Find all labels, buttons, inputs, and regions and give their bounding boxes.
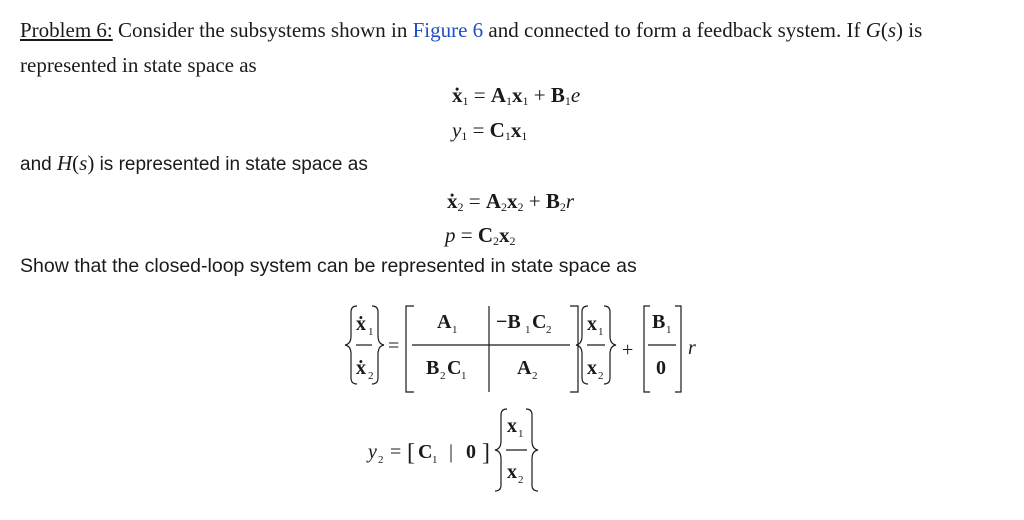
vec-x2-sub: 2 [598, 370, 604, 382]
eq-h-output: $p = C_2x_2$ [445, 223, 516, 248]
g-symbol: G [865, 18, 881, 42]
a12-c-sub: 2 [546, 324, 552, 336]
eq-g-state: ẋ$_1$ = $A_1x_1 + B_1e$ [452, 83, 581, 108]
a21-b-sub: 2 [440, 370, 446, 382]
lhs-x2dot: ẋ [356, 357, 366, 379]
a21-b: B [426, 357, 440, 379]
problem-statement-line-2: represented in state space as [20, 53, 257, 77]
a21-c-sub: 1 [461, 370, 467, 382]
out-brace-right [526, 409, 538, 491]
vec-brace-right [604, 306, 616, 384]
out-vec-x2-sub: 2 [518, 474, 524, 486]
out-zero: 0 [466, 441, 476, 463]
a12-b-sub: 1 [525, 324, 531, 336]
lhs-x1dot-sub: 1 [368, 326, 374, 338]
matrix-bracket-left [406, 306, 414, 392]
intro-text-a: Consider the subsystems shown in [118, 18, 408, 42]
b-top: B [652, 311, 666, 333]
b-top-sub: 1 [666, 324, 672, 336]
is-text: is [908, 18, 923, 42]
plus-sign: + [622, 339, 634, 361]
figure-link[interactable]: Figure 6 [412, 18, 484, 42]
a12-b: −B [496, 311, 521, 333]
problem-statement-line-4: Show that the closed-loop system can be represented in state space as [20, 255, 637, 277]
vec-x2: x [587, 357, 597, 379]
out-y: y [368, 441, 377, 463]
lhs-brace-right [372, 306, 384, 384]
a21-c: C [447, 357, 462, 379]
b-bracket-right [675, 306, 681, 392]
lhs-x2dot-sub: 2 [368, 370, 374, 382]
out-brace-left [495, 409, 507, 491]
paren-close: ) [896, 18, 904, 42]
a11-sub: 1 [452, 324, 458, 336]
vec-x1-sub: 1 [598, 326, 604, 338]
out-y-sub: 2 [378, 454, 384, 466]
intro-text-b: and connected to form a feedback system. If [488, 18, 861, 42]
out-vec-x2: x [507, 461, 517, 483]
out-c1-sub: 1 [432, 454, 438, 466]
problem-statement-line-3: and H(s) is represented in state space as [20, 151, 368, 175]
a12-c: C [532, 311, 547, 333]
a22-sub: 2 [532, 370, 538, 382]
paren-open: ( [880, 18, 888, 42]
a22: A [517, 357, 532, 379]
matrix-bracket-right [570, 306, 578, 392]
out-c1: C [418, 441, 433, 463]
equals-sign: = [388, 335, 400, 357]
s-symbol: s [887, 18, 897, 42]
b-bracket-left [644, 306, 650, 392]
out-vec-x1: x [507, 415, 517, 437]
a11: A [437, 311, 452, 333]
out-vec-x1-sub: 1 [518, 428, 524, 440]
input-r: r [688, 337, 696, 359]
out-eq: = [390, 441, 402, 463]
problem-label: Problem 6: [20, 18, 113, 42]
out-bracket-close: ] [482, 440, 490, 466]
out-bracket-open: [ [407, 440, 415, 466]
eq-g-output: $y_1 = C_1x_1$ [452, 118, 528, 143]
b-bottom: 0 [656, 357, 666, 379]
vec-x1: x [587, 313, 597, 335]
out-bar: | [449, 441, 454, 463]
eq-h-state: ẋ$_2$ = $A_2x_2 + B_2r$ [447, 189, 575, 214]
lhs-x1dot: ẋ [356, 313, 366, 335]
